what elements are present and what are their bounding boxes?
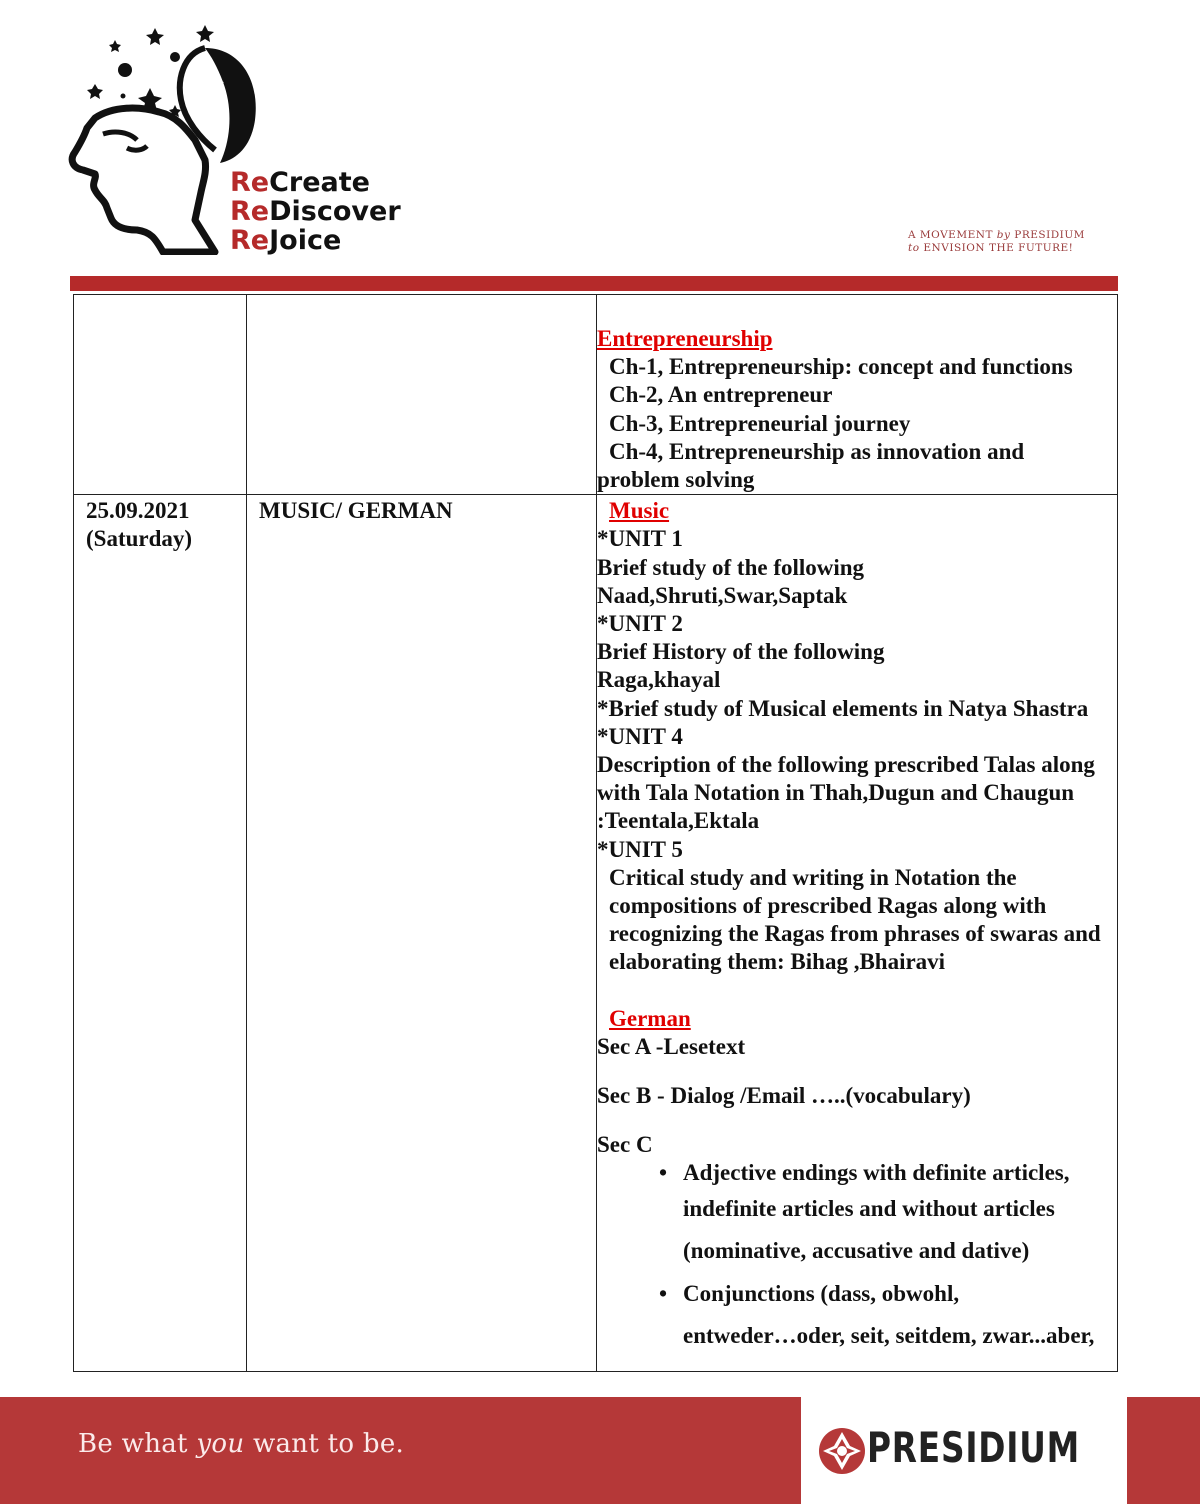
footer-slogan: Be what you want to be. (78, 1429, 405, 1459)
subject-cell (247, 495, 597, 1372)
syllabus-line: Ch-1, Entrepreneurship: concept and functions (609, 354, 1073, 380)
syllabus-line: Brief History of the following (597, 639, 885, 665)
syllabus-line: *UNIT 1 (597, 526, 683, 552)
exam-day: (Saturday) (86, 526, 193, 552)
footer-brand-panel (801, 1397, 1127, 1504)
syllabus-line: Ch-4, Entrepreneurship as innovation and (609, 438, 1025, 464)
section-c: Sec C (597, 1132, 653, 1158)
subject-cell (247, 295, 597, 495)
syllabus-line: *Brief study of Musical elements in Natya Shastra (597, 695, 1089, 721)
syllabus-line: problem solving (597, 467, 755, 493)
syllabus-line: *UNIT 2 (597, 611, 683, 637)
syllabus-line: Description of the following prescribed Talas along (597, 752, 1095, 778)
syllabus-line: compositions of prescribed Ragas along with (609, 893, 1047, 919)
table-row (74, 295, 1118, 495)
logo-line-rejoice: ReJoice (230, 225, 342, 256)
section-a: Sec A -Lesetext (597, 1033, 746, 1059)
syllabus-line: Ch-2, An entrepreneur (609, 382, 833, 408)
syllabus-line: Brief study of the following (597, 554, 865, 580)
syllabus-line: with Tala Notation in Thah,Dugun and Chaugun (597, 780, 1075, 806)
syllabus-line: *UNIT 5 (597, 836, 683, 862)
presidium-star-icon (817, 1426, 867, 1476)
bullet-continuation: indefinite articles and without articles (683, 1195, 1055, 1221)
syllabus-line: :Teentala,Ektala (597, 808, 760, 834)
syllabus-line: recognizing the Ragas from phrases of swaras and (609, 921, 1101, 947)
date-cell (74, 495, 247, 1372)
syllabus-line: Critical study and writing in Notation the (609, 864, 1017, 890)
bullet-item: • Adjective endings with definite articles, (659, 1160, 1070, 1186)
bullet-continuation: (nominative, accusative and dative) (683, 1238, 1030, 1264)
entrepreneurship-heading: Entrepreneurship (597, 326, 773, 351)
syllabus-line: elaborating them: Bihag ,Bhairavi (609, 949, 946, 975)
date-cell (74, 295, 247, 495)
logo-line-rediscover: ReDiscover (230, 196, 401, 227)
presidium-wordmark: PRESIDIUM (867, 1423, 1081, 1472)
german-heading: German (609, 1005, 691, 1031)
syllabus-line: Ch-3, Entrepreneurial journey (609, 410, 911, 436)
syllabus-line: Raga,khayal (597, 667, 721, 693)
syllabus-cell (597, 295, 1118, 495)
music-heading: Music (609, 498, 670, 524)
logo-line-recreate: ReCreate (230, 167, 370, 198)
table-row (74, 495, 1118, 1372)
header-divider-bar (70, 276, 1118, 291)
bullet-continuation: entweder…oder, seit, seitdem, zwar...aber, (683, 1323, 1095, 1349)
movement-tagline: A MOVEMENT by PRESIDIUM to ENVISION THE FUTURE! (908, 229, 1085, 254)
syllabus-line: *UNIT 4 (597, 723, 683, 749)
exam-schedule-table (73, 294, 1118, 1372)
syllabus-line: Naad,Shruti,Swar,Saptak (597, 582, 848, 608)
logo-wordmark (230, 168, 401, 255)
section-b: Sec B - Dialog /Email …..(vocabulary) (597, 1083, 971, 1109)
bullet-item: • Conjunctions (dass, obwohl, (659, 1280, 960, 1306)
exam-date: 25.09.2021 (86, 498, 190, 524)
exam-subject: MUSIC/ GERMAN (259, 498, 453, 524)
syllabus-cell (597, 495, 1118, 1372)
footer-band (0, 1397, 1200, 1504)
